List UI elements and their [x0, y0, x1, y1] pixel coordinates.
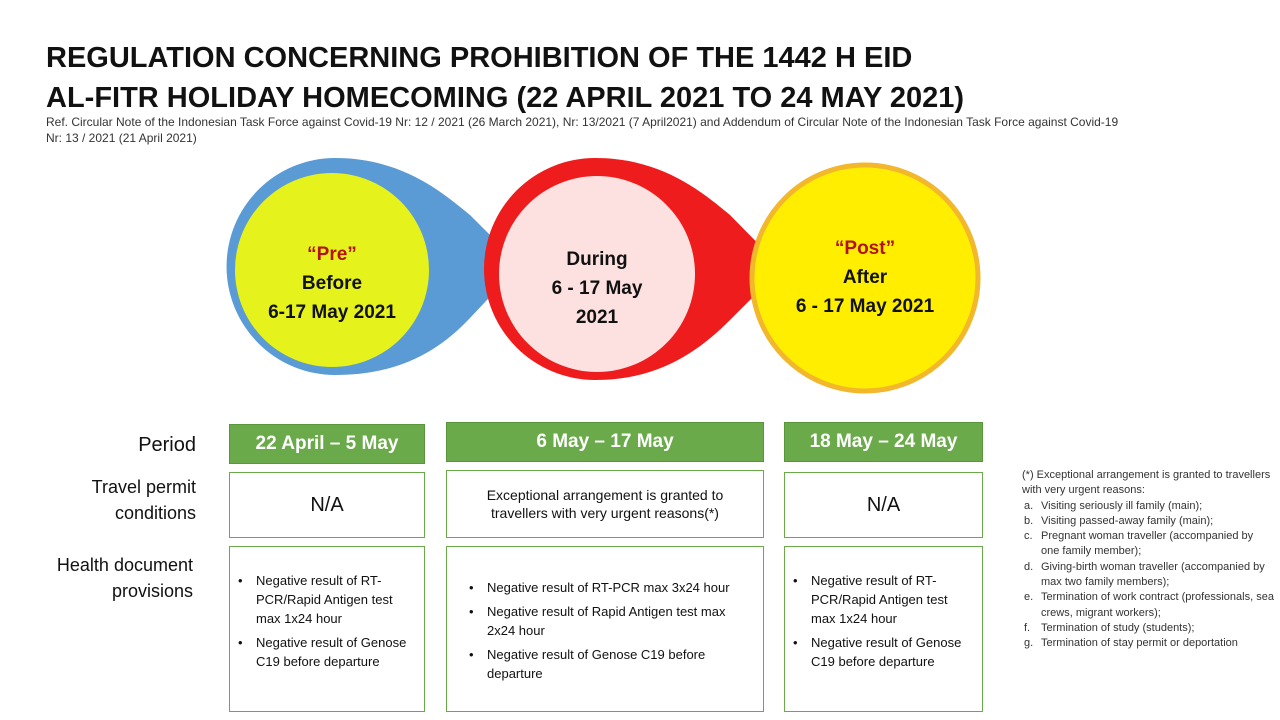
- row-label-travel: [6, 474, 196, 526]
- list-item: • Negative result of Genose C19 before departure: [785, 633, 974, 671]
- footnote-item: c. Pregnant woman traveller (accompanied by one family member);: [1024, 530, 1254, 558]
- list-item: • Negative result of Rapid Antigen test max 2x24 hour: [461, 602, 755, 640]
- footnote-item: a. Visiting seriously ill family (main);: [1024, 499, 1203, 512]
- row-label-travel-line1: Travel permit: [91, 477, 196, 497]
- footnote-intro: (*) Exceptional arrangement is granted to travellers with very urgent reasons:: [1022, 469, 1271, 497]
- footnote-item: d. Giving-birth woman traveller (accompanied by max two family members);: [1024, 560, 1265, 589]
- list-item: • Negative result of Genose C19 before departure: [461, 645, 755, 683]
- list-item: • Negative result of RT-PCR/Rapid Antigen test max 1x24 hour: [785, 571, 974, 628]
- pre-phase-text: [242, 240, 422, 327]
- row-label-health: [3, 552, 193, 604]
- post-phase-line2: 6 - 17 May 2021: [795, 296, 935, 317]
- title-line-2: AL-FITR HOLIDAY HOMECOMING (22 APRIL 2021 TO 24 MAY 2021): [46, 82, 965, 114]
- travel-pre: N/A: [229, 472, 425, 538]
- health-post: [784, 546, 983, 712]
- period-pre: 22 April – 5 May: [229, 424, 425, 464]
- health-post-list: [785, 571, 974, 671]
- during-phase-text: [507, 245, 687, 332]
- footnote-item: b. Visiting passed-away family (main);: [1024, 514, 1214, 527]
- row-label-health-line2: provisions: [111, 581, 193, 601]
- during-phase-line3: 2021: [575, 307, 619, 328]
- footnote-item: g. Termination of stay permit or deportation: [1024, 637, 1238, 650]
- pre-phase-line2: 6-17 May 2021: [268, 302, 396, 323]
- during-phase-line2: 6 - 17 May: [551, 278, 643, 299]
- health-pre: [229, 546, 425, 712]
- travel-post: N/A: [784, 472, 983, 538]
- pre-phase-line1: Before: [301, 273, 363, 294]
- list-item: • Negative result of RT-PCR/Rapid Antigen test max 1x24 hour: [230, 571, 416, 628]
- list-item: • Negative result of RT-PCR max 3x24 hour: [461, 578, 755, 597]
- row-label-health-line1: Health document: [56, 555, 193, 575]
- post-phase-tag: “Post”: [834, 238, 896, 259]
- pre-phase-tag: “Pre”: [307, 244, 357, 265]
- row-label-period: Period: [138, 434, 196, 456]
- travel-during: Exceptional arrangement is granted to travellers with very urgent reasons(*): [446, 470, 764, 538]
- period-during: 6 May – 17 May: [446, 422, 764, 462]
- row-label-travel-line2: conditions: [114, 503, 196, 523]
- list-item: • Negative result of Genose C19 before departure: [230, 633, 416, 671]
- post-phase-text: [765, 234, 965, 321]
- health-during: [446, 546, 764, 712]
- footnote-item: f. Termination of study (students);: [1024, 621, 1195, 634]
- footnote: [1022, 468, 1274, 652]
- footnote-item: e. Termination of work contract (professionals, sea crews, migrant workers);: [1024, 591, 1274, 619]
- reference-note: Ref. Circular Note of the Indonesian Task Force against Covid-19 Nr: 12 / 2021 (26 March 2021), Nr: 13/2021 (7 April2021) and Addendum of Circular Note of the Indonesian Task Force against Covid-19 Nr: 13 / 2021 (21 April 2021): [46, 115, 1119, 145]
- title-line-1: REGULATION CONCERNING PROHIBITION OF THE 1442 H EID: [46, 42, 913, 74]
- period-post: 18 May – 24 May: [784, 422, 983, 462]
- health-pre-list: [230, 571, 416, 671]
- post-phase-line1: After: [842, 267, 888, 288]
- health-during-list: [447, 578, 755, 683]
- during-phase-line1: During: [566, 249, 628, 270]
